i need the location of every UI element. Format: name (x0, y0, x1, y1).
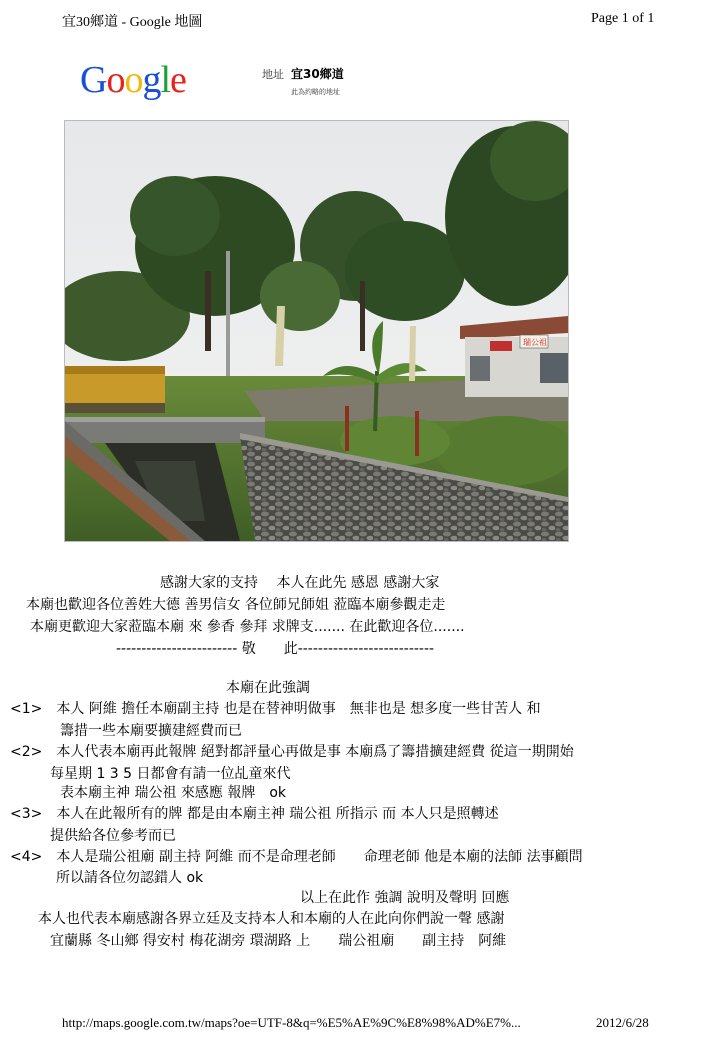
google-logo-letter: G (80, 59, 107, 101)
address-label: 地址 (262, 68, 284, 81)
body-line-6: <1> 本人 阿維 擔任本廟副主持 也是在替神明做事 無非也是 想多度一些甘苦人 和 (10, 701, 541, 717)
body-line-9: 每星期 1 3 5 日都會有請一位乩童來代 (50, 766, 291, 782)
address-note: 此為約略的地址 (291, 88, 340, 96)
google-logo (80, 58, 186, 102)
body-line-7: 籌措一些本廟要擴建經費而已 (60, 723, 242, 739)
body-line-3: 本廟更歡迎大家蒞臨本廟 來 參香 參拜 求牌支....... 在此歡迎各位....... (30, 619, 465, 635)
section-heading: 本廟在此強調 (226, 680, 310, 696)
google-logo-letter: e (170, 59, 186, 101)
body-line-15: 以上在此作 強調 說明及聲明 回應 (300, 890, 510, 906)
body-line-14: 所以請各位勿認錯人 ok (56, 870, 204, 886)
body-line-12: 提供給各位參考而已 (50, 828, 176, 844)
print-date: 2012/6/28 (596, 1015, 649, 1030)
address-value: 宜30鄉道 (291, 67, 344, 81)
body-line-2: 本廟也歡迎各位善姓大德 善男信女 各位師兄師姐 蒞臨本廟參觀走走 (26, 597, 446, 613)
body-line-10: 表本廟主神 瑞公祖 來感應 報牌 ok (60, 785, 287, 801)
body-line-1: 感謝大家的支持 本人在此先 感恩 感謝大家 (160, 575, 440, 591)
body-line-17: 宜蘭縣 冬山鄉 得安村 梅花湖旁 環湖路 上 瑞公祖廟 副主持 阿維 (50, 933, 507, 949)
body-line-16: 本人也代表本廟感謝各界立廷及支持本人和本廟的人在此向你們說一聲 感謝 (38, 911, 505, 927)
google-logo-letter: g (142, 59, 161, 101)
body-line-8: <2> 本人代表本廟再此報牌 絕對都評量心再做是事 本廟爲了籌措擴建經費 從這一期開始 (10, 744, 574, 760)
body-line-11: <3> 本人在此報所有的牌 都是由本廟主神 瑞公祖 所指示 而 本人只是照轉述 (10, 806, 499, 822)
page-title: 宜30鄉道 - Google 地圖 (62, 15, 203, 30)
source-url-link[interactable]: http://maps.google.com.tw/maps?oe=UTF-8&q=%E5%AE%9C%E8%98%AD%E7%... (62, 1015, 521, 1030)
street-view-photo (64, 120, 569, 542)
body-line-13: <4> 本人是瑞公祖廟 副主持 阿維 而不是命理老師 命理老師 他是本廟的法師 法事顧問 (10, 849, 583, 865)
google-logo-letter: l (160, 59, 171, 101)
google-logo-letter: o (124, 59, 143, 101)
google-logo-letter: o (106, 59, 125, 101)
page-number: Page 1 of 1 (591, 11, 655, 26)
temple-sign: 瑞公祖 (523, 338, 547, 347)
body-line-4: ------------------------ 敬 此--------------------------- (116, 641, 435, 657)
